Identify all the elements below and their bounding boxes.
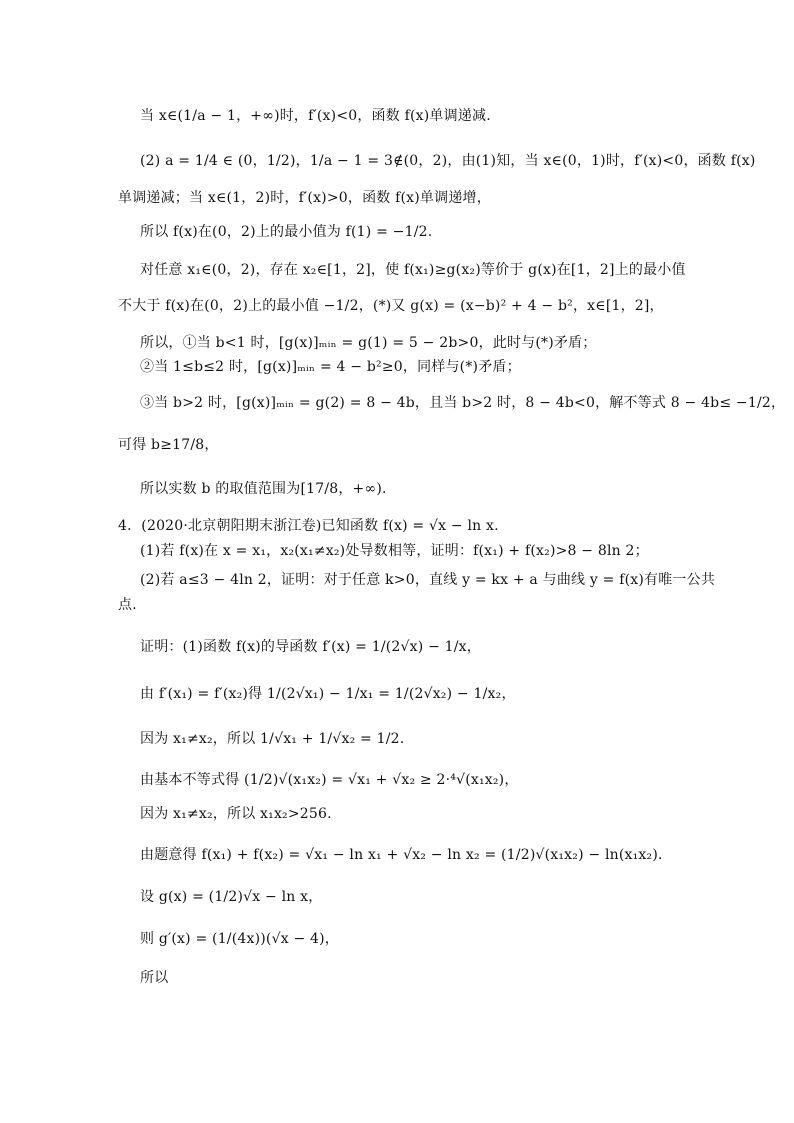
text-line: 因为 x₁≠x₂，所以 1/√x₁ + 1/√x₂ = 1/2. [140,731,405,747]
text-line: 所以 f(x)在(0，2)上的最小值为 f(1) = −1/2. [140,224,433,240]
problem-heading: 4．(2020·北京朝阳期末浙江卷)已知函数 f(x) = √x − ln x. [118,518,499,534]
text-line: ②当 1≤b≤2 时，[g(x)]ₘᵢₙ = 4 − b²≥0，同样与(*)矛盾； [140,359,521,375]
text-line: (1)若 f(x)在 x = x₁，x₂(x₁≠x₂)处导数相等，证明：f(x₁) + f(x₂)>8 − 8ln 2； [140,543,649,559]
text-line: 所以，①当 b<1 时，[g(x)]ₘᵢₙ = g(1) = 5 − 2b>0，此时与(*)矛盾； [140,335,597,351]
text-line: 证明：(1)函数 f(x)的导函数 f′(x) = 1/(2√x) − 1/x， [140,639,481,655]
text-line: 所以 [140,970,169,986]
text-line: 单调递减；当 x∈(1，2)时，f′(x)>0，函数 f(x)单调递增， [118,190,491,206]
text-line: 不大于 f(x)在(0，2)上的最小值 −1/2，(*)又 g(x) = (x−b)² + 4 − b²，x∈[1，2]， [118,298,664,314]
text-line: 所以实数 b 的取值范围为[17/8，+∞). [140,481,387,497]
text-line: 因为 x₁≠x₂，所以 x₁x₂>256. [140,806,332,822]
text-line: 对任意 x₁∈(0，2)，存在 x₂∈[1，2]，使 f(x₁)≥g(x₂)等价于 g(x)在[1，2]上的最小值 [140,262,686,278]
text-line: 则 g′(x) = (1/(4x))(√x − 4)， [140,931,339,947]
text-line: (2)若 a≤3 − 4ln 2，证明：对于任意 k>0，直线 y = kx + a 与曲线 y = f(x)有唯一公共 [140,572,716,588]
text-line: (2) a = 1/4 ∈ (0，1/2)，1/a − 1 = 3∉(0，2)，由(1)知，当 x∈(0，1)时，f′(x)<0，函数 f(x) [140,153,756,169]
text-line: 当 x∈(1/a − 1，+∞)时，f′(x)<0，函数 f(x)单调递减. [140,108,491,124]
text-line: 由基本不等式得 (1/2)√(x₁x₂) = √x₁ + √x₂ ≥ 2·⁴√(x₁x₂)， [140,772,519,788]
text-line: 由题意得 f(x₁) + f(x₂) = √x₁ − ln x₁ + √x₂ − ln x₂ = (1/2)√(x₁x₂) − ln(x₁x₂)． [140,847,673,863]
text-line: 点． [118,597,147,613]
text-line: 可得 b≥17/8， [118,437,219,453]
text-line: ③当 b>2 时，[g(x)]ₘᵢₙ = g(2) = 8 − 4b，且当 b>2 时，8 − 4b<0，解不等式 8 − 4b≤ −1/2， [140,395,786,411]
text-line: 由 f′(x₁) = f′(x₂)得 1/(2√x₁) − 1/x₁ = 1/(2√x₂) − 1/x₂， [140,686,516,702]
text-line: 设 g(x) = (1/2)√x − ln x， [140,889,323,905]
